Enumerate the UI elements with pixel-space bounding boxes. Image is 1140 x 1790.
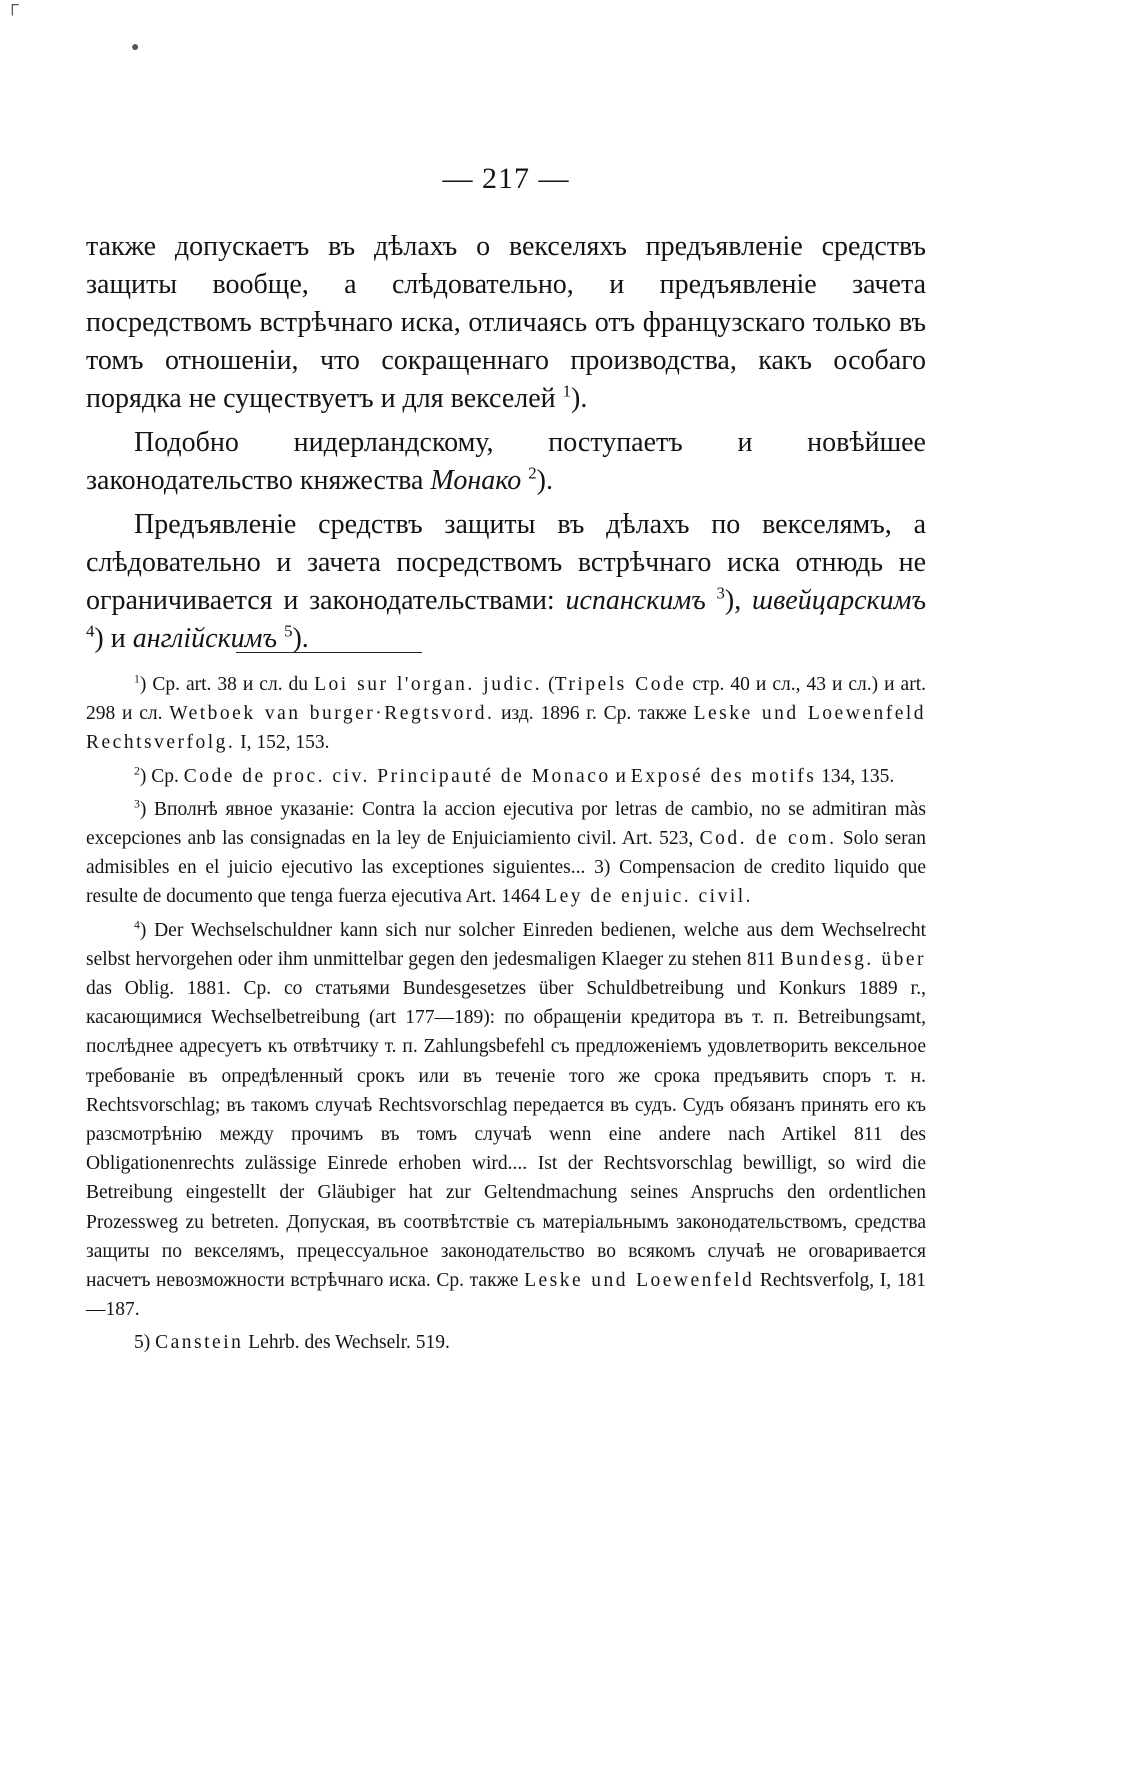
scan-corner-mark: ┌	[6, 0, 19, 14]
footnote-1: $^1$) Ср. art. 38 и сл. du Loi sur l'organ. judic. (Tripels Code стр. 40 и сл., 43 и сл.) и art. 298 и сл. Wetboek van burger·Regtsvord. изд. 1896 г. Ср. также Leske und Loewenfeld Rechtsverfolg. I, 152, 153.	[86, 672, 927, 754]
footnote-ref-5[interactable]: 5	[284, 621, 293, 641]
footnote-5: 5) Canstein Lehrb. des Wechselr. 519.	[134, 1332, 450, 1354]
paragraph-3: Предъявленіе средствъ защиты въ дѣлахъ по векселямъ, а слѣдовательно и зачета посредствомъ встрѣчнаго иска отнюдь не ограничивается и законодательствами: испанскимъ $^3$), швейцарскимъ $^4$) и англійскимъ $^5$).	[86, 509, 927, 654]
footnote-4: $^4$) Der Wechselschuldner kann sich nur solcher Einreden bedienen, welche aus dem Wechselrecht selbst hervorgehen oder ihm unmittelbar gegen den jedesmaligen Klaeger zu stehen 811 Bundesg. über das Oblig. 1881. Ср. со статьями Bundesgesetzes über Schuldbetreibung und Konkurs 1889 г., касающимися Wechselbetreibung (art 177—189): по обращеніи кредитора въ т. п. Betreibungsamt, послѣднее адресуетъ къ отвѣтчику т. п. Zahlungsbefehl съ предложеніемъ удовлетворить вексельное требованіе въ опредѣленный срокъ или въ теченіе того же срока предъявить споръ т. н. Rechtsvorschlag; въ такомъ случаѣ Rechtsvorschlag передается въ судъ. Судъ обязанъ принять его къ разсмотрѣнію между прочимъ въ томъ случаѣ wenn eine andere nach Artikel 811 des Obligationenrechts zulässige Einrede erhoben wird.... Ist der Rechtsvorschlag bewilligt, so wird die Betreibung eingestellt der Gläubiger hat zur Geltendmachung seines Anspruchs den ordentlichen Prozessweg zu betreten. Допуская, въ соотвѣтствіе съ матеріальнымъ законодательствомъ, средства защиты по векселямъ, прецессуальное законодательство во всякомъ случаѣ не оговаривается насчетъ невозможности встрѣчнаго иска. Ср. также Leske und Loewenfeld Rechtsverfolg, I, 181—187.	[86, 918, 927, 1321]
paragraph-1: также допускаетъ въ дѣлахъ о векселяхъ предъявленіе средствъ защиты вообще, а слѣдовательно, и предъявленіе зачета посредствомъ встрѣчнаго иска, отличаясь отъ французскаго только въ томъ отношеніи, что сокращеннаго производства, какъ особаго порядка не существуетъ и для векселей $^1$).	[86, 231, 926, 414]
footnote-3: $^3$) Вполнѣ явное указаніе: Contra la accion ejecutiva por letras de cambio, no se admitiran màs excepciones anb las consignadas en la ley de Enjuiciamiento civil. Art. 523, Cod. de com. Solo seran admisibles en el juicio ejecutivo las exceptiones siguientes... 3) Compensacion de credito liquido que resulte de documento que tenga fuerza ejecutiva Art. 1464 Ley de enjuic. civil.	[86, 797, 927, 908]
paragraph-2: Подобно нидерландскому, поступаетъ и новѣйшее законодательство княжества Монако $^2$).	[86, 427, 926, 496]
footnote-ref-3[interactable]: 3	[716, 583, 725, 603]
page-number: — 217 —	[442, 162, 570, 195]
footnote-ref-4[interactable]: 4	[86, 621, 95, 641]
footnotes	[86, 670, 926, 1362]
main-text	[86, 228, 926, 658]
footnote-ref-2[interactable]: 2	[528, 463, 537, 483]
footnote-2: $^2$) Ср. Code de proc. civ. Principauté de Monaco и Exposé des motifs 134, 135.	[134, 764, 895, 787]
footnote-ref-1[interactable]: 1	[562, 381, 572, 401]
footnote-divider	[236, 652, 422, 653]
scan-dot: ●	[131, 40, 140, 55]
